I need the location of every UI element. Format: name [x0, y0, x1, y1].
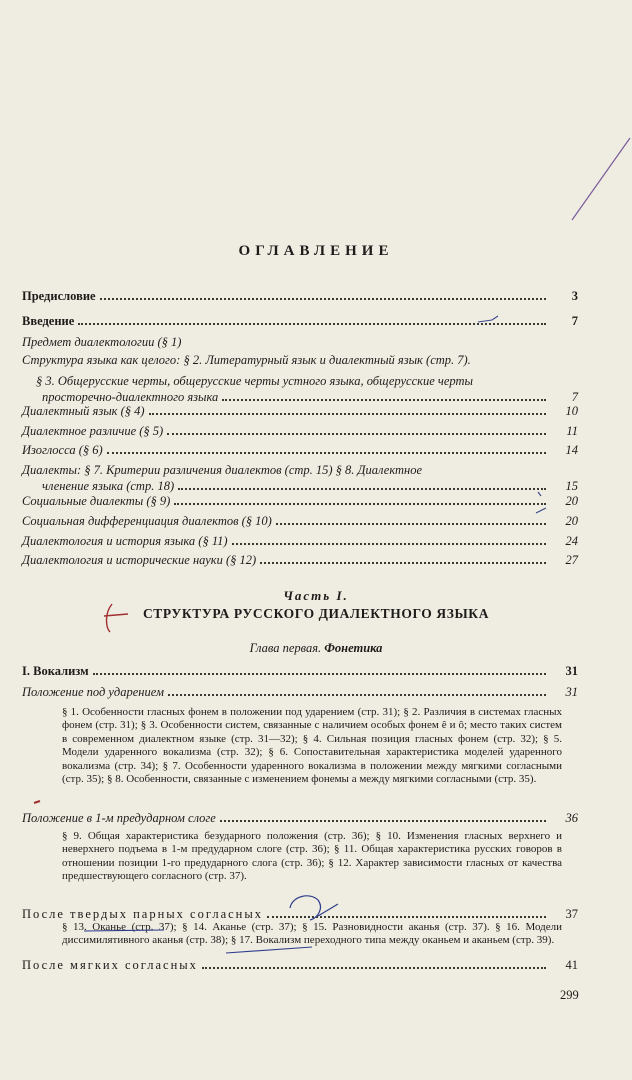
entry-text: Диалектный язык (§ 4): [22, 404, 145, 418]
subsection-details: § 13. Оканье (стр. 37); § 14. Аканье (стр. 37); § 15. Разновидности аканья (стр. 37). § 16. Модели диссимилятивного аканья (стр. 38); § 17. Вокализм переходного типа между оканьем и аканьем (стр. 39).: [62, 921, 562, 947]
pen-loop: [290, 896, 338, 920]
entry-text: Диалектология и исторические науки (§ 12): [22, 553, 257, 567]
part-title: СТРУКТУРА РУССКОГО ДИАЛЕКТНОГО ЯЗЫКА: [142, 606, 490, 621]
pen-stroke-margin: [572, 138, 630, 220]
entry-text: Предмет диалектологии (§ 1): [22, 335, 182, 349]
subsection-details: § 9. Общая характеристика безударного положения (стр. 36); § 10. Изменения гласных верхнего и неверхнего подъема в 1-м предударном слоге (стр. 36); § 11. Общая характеристика русских говоров в отношении позиции 1-го предударного слога (стр. 36); § 12. Характер зависимости гласных от качества предшествующего согласного (стр. 37).: [62, 830, 562, 883]
entry-text: Введение: [22, 314, 75, 328]
pen-mark-bracket: [104, 604, 128, 632]
entry-page: 31: [565, 664, 578, 678]
toc-title: ОГЛАВЛЕНИЕ: [238, 243, 394, 259]
entry-page: 15: [565, 479, 578, 493]
entry-page: 36: [565, 811, 578, 825]
entry-page: 37: [565, 907, 578, 921]
entry-page: 20: [565, 494, 578, 508]
entry-text: После твердых парных согласных: [22, 907, 264, 921]
pen-tick: [538, 492, 541, 496]
entry-text: Диалектное различие (§ 5): [22, 424, 164, 438]
page-number: 299: [560, 988, 579, 1002]
part-heading: Часть I.: [283, 588, 349, 603]
entry-text: Диалектология и история языка (§ 11): [22, 534, 228, 548]
pen-dot: [34, 801, 40, 803]
pen-tick: [478, 316, 498, 322]
entry-page: 20: [565, 514, 578, 528]
entry-text: Предисловие: [22, 289, 96, 303]
entry-text: Социальные диалекты (§ 9): [22, 494, 171, 508]
entry-page: 14: [565, 443, 578, 457]
pen-underline: [226, 947, 312, 953]
entry-text: Положение в 1-м предударном слоге: [22, 811, 216, 825]
entry-text: Структура языка как целого: § 2. Литературный язык и диалектный язык (стр. 7).: [22, 353, 471, 367]
entry-page: 27: [565, 553, 578, 567]
entry-text: § 3. Общерусские черты, общерусские черты устного языка, общерусские черты: [36, 374, 473, 388]
entry-page: 41: [565, 958, 578, 972]
entry-page: 24: [565, 534, 578, 548]
entry-page: 31: [565, 685, 578, 699]
entry-text: Диалекты: § 7. Критерии различения диалектов (стр. 15) § 8. Диалектное: [22, 463, 423, 477]
entry-page: 10: [565, 404, 578, 418]
entry-text: Положение под ударением: [22, 685, 164, 699]
chapter-prefix: Глава первая.: [249, 641, 322, 655]
pen-underline: [84, 930, 164, 931]
entry-page: 3: [571, 289, 578, 303]
pen-tick: [536, 508, 546, 513]
entry-text-cont: просторечно-диалектного языка: [42, 390, 219, 404]
entry-page: 7: [571, 390, 578, 404]
entry-text: Социальная дифференциация диалектов (§ 10): [22, 514, 272, 528]
subsection-details: § 1. Особенности гласных фонем в положении под ударением (стр. 31); § 2. Различия в системах гласных фонем (стр. 31); § 3. Особенности систем, связанные с наличием особых фонем ê и ô; место таких систем в современном диалектном языке (стр. 31—32); § 4. Сильная позиция гласных фонем (стр. 32); § 5. Модели ударенного вокализма (стр. 32); § 6. Сопоставительная характеристика моделей ударенного вокализма (стр. 34); § 7. Особенности ударенного вокализма в положении между мягкими согласными (стр. 35); § 8. Особенности, связанные с изменением фонемы a между мягкими согласными (стр. 35).: [62, 706, 562, 786]
entry-page: 11: [566, 424, 578, 438]
entry-text: Изоглосса (§ 6): [22, 443, 103, 457]
entry-text: После мягких согласных: [22, 958, 198, 972]
entry-page: 7: [571, 314, 578, 328]
chapter-name: Фонетика: [324, 641, 383, 655]
entry-text: I. Вокализм: [22, 664, 89, 678]
entry-text-cont: членение языка (стр. 18): [42, 479, 175, 493]
